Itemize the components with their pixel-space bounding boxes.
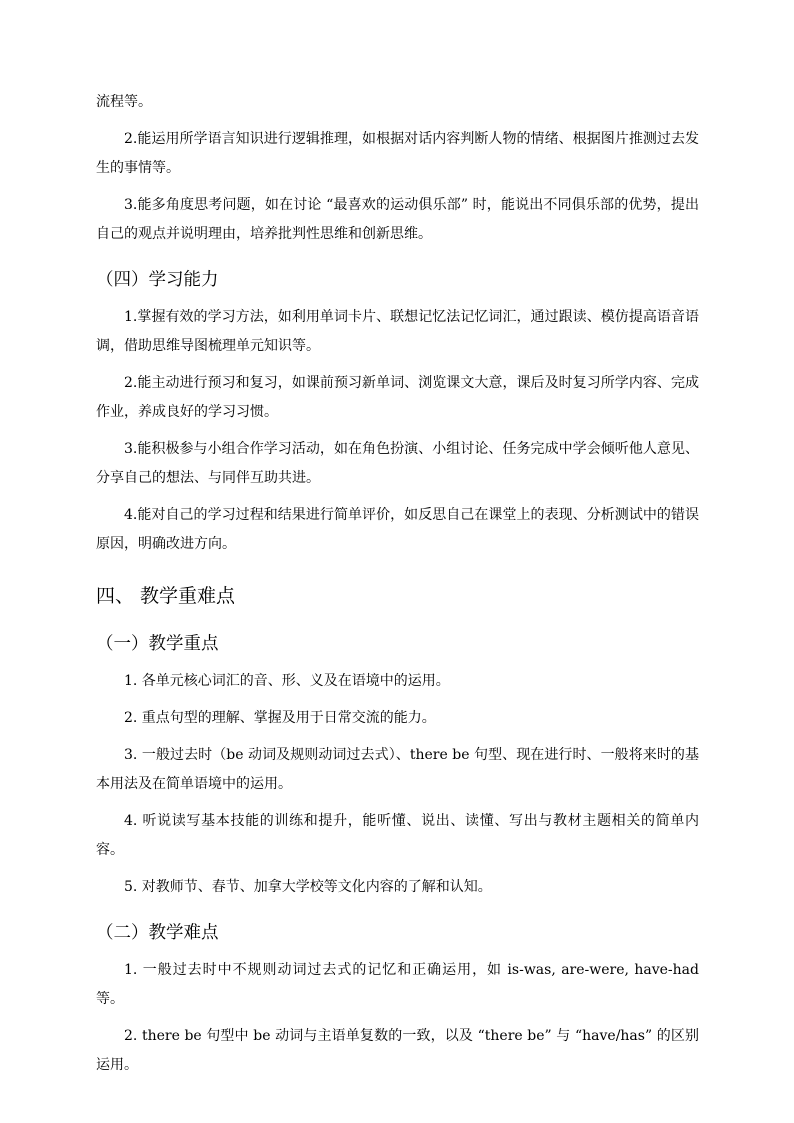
learning-item-3: 3.能积极参与小组合作学习活动，如在角色扮演、小组讨论、任务完成中学会倾听他人意见、分享自己的想法、与同伴互助共进。	[96, 441, 699, 486]
learning-item-4: 4.能对自己的学习过程和结果进行简单评价，如反思自己在课堂上的表现、分析测试中的错误原因，明确改进方向。	[96, 507, 699, 552]
section-heading-key-points: （一）教学重点	[96, 634, 219, 654]
document-page	[96, 88, 699, 1088]
paragraph-critical-thinking: 3.能多角度思考问题，如在讨论 “最喜欢的运动俱乐部” 时，能说出不同俱乐部的优势，提出自己的观点并说明理由，培养批判性思维和创新思维。	[96, 197, 699, 242]
chapter-heading-key-difficult: 四、 教学重难点	[96, 585, 236, 607]
difficult-point-item-2: 2. there be 句型中 be 动词与主语单复数的一致，以及 “there be” 与 “have/has” 的区别运用。	[96, 1028, 699, 1073]
key-point-item-2: 2. 重点句型的理解、掌握及用于日常交流的能力。	[124, 710, 436, 726]
key-point-item-3: 3. 一般过去时（be 动词及规则动词过去式）、there be 句型、现在进行时、一般将来时的基本用法及在简单语境中的运用。	[96, 747, 699, 792]
section-heading-difficult-points: （二）教学难点	[96, 923, 219, 943]
key-point-item-4: 4. 听说读写基本技能的训练和提升，能听懂、说出、读懂、写出与教材主题相关的简单内容。	[96, 813, 699, 858]
difficult-point-item-1: 1. 一般过去时中不规则动词过去式的记忆和正确运用，如 is-was, are-were, have-had 等。	[96, 962, 699, 1007]
key-point-item-1: 1. 各单元核心词汇的音、形、义及在语境中的运用。	[124, 673, 450, 689]
learning-item-2: 2.能主动进行预习和复习，如课前预习新单词、浏览课文大意，课后及时复习所学内容、完成作业，养成良好的学习习惯。	[96, 375, 699, 420]
key-point-item-5: 5. 对教师节、春节、加拿大学校等文化内容的了解和认知。	[124, 879, 492, 895]
section-heading-learning-ability: （四）学习能力	[96, 270, 219, 290]
learning-item-1: 1.掌握有效的学习方法，如利用单词卡片、联想记忆法记忆词汇，通过跟读、模仿提高语音语调，借助思维导图梳理单元知识等。	[96, 309, 699, 354]
paragraph-continuation: 流程等。	[96, 94, 152, 110]
paragraph-logic-reasoning: 2.能运用所学语言知识进行逻辑推理，如根据对话内容判断人物的情绪、根据图片推测过去发生的事情等。	[96, 131, 699, 176]
